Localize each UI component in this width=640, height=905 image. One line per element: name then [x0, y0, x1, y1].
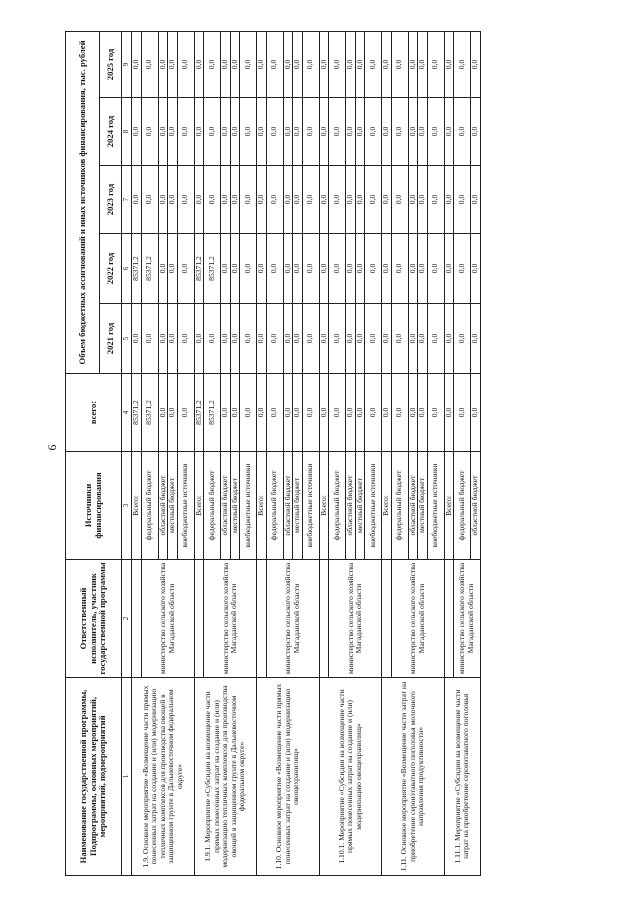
year-value: 0,0 [319, 304, 329, 374]
year-value: 0,0 [329, 98, 346, 166]
year-value: 0,0 [427, 304, 444, 374]
year-value: 0,0 [444, 234, 454, 304]
year-value: 0,0 [230, 98, 240, 166]
year-value: 85371,2 [132, 234, 142, 304]
year-value: 0,0 [221, 166, 231, 234]
year-value: 0,0 [266, 98, 283, 166]
total-value: 0,0 [266, 374, 283, 452]
executor-cell: министерство сельского хозяйства Магаданской области [141, 560, 194, 678]
year-value: 0,0 [418, 304, 428, 374]
year-value: 0,0 [365, 234, 382, 304]
rotated-budget-table [65, 32, 605, 876]
year-value: 0,0 [158, 31, 168, 97]
year-value: 0,0 [194, 166, 204, 234]
year-value: 0,0 [302, 98, 319, 166]
column-number: 3 [122, 452, 132, 560]
total-value: 85371,2 [194, 374, 204, 452]
activity-name: 1.9. Основное мероприятие «Возмещение части прямых понесенных затрат на создание и (или) модернизацию тепличных комплексов для производства овощей в защищенном грунте в Дальневосточном федеральном округе» [132, 678, 195, 876]
year-value: 0,0 [158, 98, 168, 166]
funding-source: федеральный бюджет [141, 452, 158, 560]
year-value: 0,0 [329, 31, 346, 97]
year-value: 0,0 [221, 31, 231, 97]
year-value: 0,0 [355, 234, 365, 304]
total-value: 0,0 [382, 374, 392, 452]
year-value: 0,0 [230, 234, 240, 304]
funding-source: Всего: [194, 452, 204, 560]
year-value: 0,0 [346, 31, 356, 97]
total-value: 0,0 [418, 374, 428, 452]
year-value: 0,0 [283, 166, 293, 234]
funding-source: Всего: [132, 452, 142, 560]
funding-source: местный бюджет [355, 452, 365, 560]
year-value: 0,0 [454, 98, 471, 166]
funding-source: местный бюджет [293, 452, 303, 560]
table-body [132, 31, 481, 875]
year-value: 0,0 [158, 304, 168, 374]
year-value: 0,0 [194, 304, 204, 374]
activity-name: 1.10.1. Мероприятие «Субсидии на возмещение части прямых понесенных затрат на создание и (или) модернизацию овощехранилищ» [319, 678, 382, 876]
funding-source: Всего: [444, 452, 454, 560]
year-value: 0,0 [382, 234, 392, 304]
total-value: 0,0 [454, 374, 471, 452]
funding-source: областной бюджет [158, 452, 168, 560]
year-value: 0,0 [408, 166, 418, 234]
column-number: 7 [122, 166, 132, 234]
header-funding-group: Объем бюджетных ассигнований и иных источников финансирования, тыс. рублей [66, 31, 100, 373]
funding-source: внебюджетные источники [365, 452, 382, 560]
year-value: 0,0 [177, 234, 194, 304]
table-row [132, 31, 142, 875]
year-value: 0,0 [444, 31, 454, 97]
year-value: 0,0 [382, 304, 392, 374]
funding-source: областной бюджет [408, 452, 418, 560]
funding-source: Всего: [319, 452, 329, 560]
column-number: 5 [122, 304, 132, 374]
year-value: 0,0 [444, 98, 454, 166]
year-value: 0,0 [302, 31, 319, 97]
budget-table [65, 31, 481, 876]
year-value: 0,0 [454, 304, 471, 374]
total-value: 0,0 [257, 374, 267, 452]
funding-source: федеральный бюджет [204, 452, 221, 560]
year-value: 0,0 [365, 98, 382, 166]
total-value: 0,0 [355, 374, 365, 452]
year-value: 0,0 [382, 166, 392, 234]
executor-cell: министерство сельского хозяйства Магаданской области [391, 560, 444, 678]
year-value: 0,0 [471, 304, 481, 374]
activity-name: 1.9.1. Мероприятие «Субсидии на возмещение части прямых понесенных затрат на создание и (или) модернизацию тепличных комплексов для производства овощей в защищенном грунте в Дальневосточном федеральном округе» [194, 678, 257, 876]
year-value: 0,0 [240, 234, 257, 304]
funding-source: местный бюджет [230, 452, 240, 560]
year-value: 0,0 [221, 304, 231, 374]
year-value: 0,0 [194, 31, 204, 97]
year-value: 0,0 [454, 234, 471, 304]
year-value: 0,0 [257, 31, 267, 97]
total-value: 0,0 [230, 374, 240, 452]
year-value: 0,0 [141, 304, 158, 374]
total-value: 0,0 [427, 374, 444, 452]
year-value: 0,0 [257, 234, 267, 304]
executor-blank-cell [382, 560, 392, 678]
activity-name: 1.10. Основное мероприятие «Возмещение части прямых понесенных затрат на создание и (или) модернизацию овощехранилищ» [257, 678, 320, 876]
year-value: 0,0 [132, 166, 142, 234]
year-value: 0,0 [319, 98, 329, 166]
funding-source: областной бюджет [471, 452, 481, 560]
year-value: 0,0 [141, 98, 158, 166]
total-value: 0,0 [346, 374, 356, 452]
year-value: 0,0 [177, 166, 194, 234]
year-value: 0,0 [266, 166, 283, 234]
funding-source: Всего: [257, 452, 267, 560]
header-executor: Ответственный исполнитель, участник государственной программы [66, 560, 122, 678]
year-value: 0,0 [204, 31, 221, 97]
total-value: 0,0 [158, 374, 168, 452]
executor-cell: министерство сельского хозяйства Магаданской области [454, 560, 481, 678]
year-value: 0,0 [293, 31, 303, 97]
year-value: 0,0 [168, 98, 178, 166]
executor-blank-cell [319, 560, 329, 678]
table-row [319, 31, 329, 875]
executor-cell: министерство сельского хозяйства Магаданской области [204, 560, 257, 678]
year-value: 0,0 [266, 234, 283, 304]
year-value: 0,0 [257, 304, 267, 374]
year-value: 0,0 [240, 166, 257, 234]
executor-cell: министерство сельского хозяйства Магаданской области [329, 560, 382, 678]
total-value: 0,0 [471, 374, 481, 452]
year-value: 0,0 [444, 166, 454, 234]
year-value: 0,0 [427, 234, 444, 304]
year-value: 0,0 [408, 98, 418, 166]
column-number: 6 [122, 234, 132, 304]
year-value: 0,0 [302, 304, 319, 374]
column-number: 8 [122, 98, 132, 166]
year-value: 0,0 [283, 304, 293, 374]
year-value: 0,0 [293, 304, 303, 374]
year-value: 0,0 [240, 98, 257, 166]
year-value: 0,0 [329, 234, 346, 304]
year-value: 0,0 [355, 166, 365, 234]
year-value: 0,0 [444, 304, 454, 374]
funding-source: Всего: [382, 452, 392, 560]
executor-cell: министерство сельского хозяйства Магаданской области [266, 560, 319, 678]
year-value: 0,0 [418, 166, 428, 234]
header-name: Наименование государственной программы, Подпрограммы, основных мероприятий, мероприятий, подмероприятий [66, 678, 122, 876]
year-value: 0,0 [194, 98, 204, 166]
year-value: 85371,2 [194, 234, 204, 304]
header-total: всего: [66, 374, 122, 452]
year-value: 0,0 [293, 166, 303, 234]
year-value: 0,0 [177, 98, 194, 166]
funding-source: областной бюджет [221, 452, 231, 560]
column-number: 4 [122, 374, 132, 452]
total-value: 0,0 [240, 374, 257, 452]
year-value: 0,0 [346, 304, 356, 374]
year-value: 0,0 [391, 304, 408, 374]
year-value: 0,0 [471, 98, 481, 166]
funding-source: внебюджетные источники [302, 452, 319, 560]
table-row [444, 31, 454, 875]
year-value: 0,0 [240, 31, 257, 97]
total-value: 0,0 [444, 374, 454, 452]
column-number-row [122, 31, 132, 875]
year-value: 0,0 [355, 304, 365, 374]
funding-source: федеральный бюджет [329, 452, 346, 560]
year-value: 0,0 [346, 98, 356, 166]
total-value: 85371,2 [141, 374, 158, 452]
year-value: 0,0 [302, 166, 319, 234]
year-value: 0,0 [319, 234, 329, 304]
total-value: 0,0 [329, 374, 346, 452]
year-value: 0,0 [329, 304, 346, 374]
year-value: 0,0 [391, 166, 408, 234]
year-value: 0,0 [230, 31, 240, 97]
total-value: 0,0 [177, 374, 194, 452]
year-value: 0,0 [158, 234, 168, 304]
total-value: 0,0 [221, 374, 231, 452]
year-value: 0,0 [257, 98, 267, 166]
year-value: 0,0 [132, 31, 142, 97]
year-value: 0,0 [283, 98, 293, 166]
year-value: 0,0 [221, 234, 231, 304]
total-value: 0,0 [302, 374, 319, 452]
column-number: 9 [122, 31, 132, 97]
year-value: 0,0 [204, 304, 221, 374]
year-value: 0,0 [168, 234, 178, 304]
year-value: 0,0 [408, 304, 418, 374]
year-value: 0,0 [168, 166, 178, 234]
year-value: 0,0 [329, 166, 346, 234]
year-value: 0,0 [319, 31, 329, 97]
funding-source: федеральный бюджет [454, 452, 471, 560]
funding-source: федеральный бюджет [391, 452, 408, 560]
year-value: 0,0 [346, 166, 356, 234]
year-value: 0,0 [365, 31, 382, 97]
header-year: 2022 год [100, 234, 122, 304]
total-value: 0,0 [293, 374, 303, 452]
total-value: 85371,2 [204, 374, 221, 452]
year-value: 0,0 [283, 234, 293, 304]
year-value: 0,0 [283, 31, 293, 97]
year-value: 0,0 [355, 98, 365, 166]
year-value: 0,0 [408, 31, 418, 97]
activity-name: 1.11. Основное мероприятие «Возмещение части затрат на приобретение сероиэтаватного поголовья молочного направления продуктивности» [382, 678, 445, 876]
header-year: 2024 год [100, 98, 122, 166]
year-value: 0,0 [257, 166, 267, 234]
total-value: 0,0 [319, 374, 329, 452]
year-value: 0,0 [168, 304, 178, 374]
total-value: 85371,2 [132, 374, 142, 452]
executor-blank-cell [132, 560, 142, 678]
year-value: 85371,2 [204, 234, 221, 304]
year-value: 0,0 [177, 304, 194, 374]
year-value: 0,0 [382, 31, 392, 97]
year-value: 0,0 [408, 234, 418, 304]
executor-blank-cell [257, 560, 267, 678]
column-number: 2 [122, 560, 132, 678]
year-value: 0,0 [391, 31, 408, 97]
year-value: 0,0 [221, 98, 231, 166]
year-value: 0,0 [141, 31, 158, 97]
header-year: 2021 год [100, 304, 122, 374]
year-value: 0,0 [266, 31, 283, 97]
funding-source: местный бюджет [418, 452, 428, 560]
year-value: 85371,2 [141, 234, 158, 304]
year-value: 0,0 [230, 304, 240, 374]
funding-source: областной бюджет [346, 452, 356, 560]
year-value: 0,0 [355, 31, 365, 97]
year-value: 0,0 [141, 166, 158, 234]
year-value: 0,0 [418, 98, 428, 166]
year-value: 0,0 [471, 234, 481, 304]
table-row [194, 31, 204, 875]
year-value: 0,0 [132, 98, 142, 166]
year-value: 0,0 [471, 166, 481, 234]
page-number: 9 [45, 444, 60, 451]
year-value: 0,0 [319, 166, 329, 234]
year-value: 0,0 [293, 234, 303, 304]
year-value: 0,0 [382, 98, 392, 166]
header-year: 2023 год [100, 166, 122, 234]
year-value: 0,0 [240, 304, 257, 374]
year-value: 0,0 [132, 304, 142, 374]
activity-name: 1.11.1. Мероприятие «Субсидии на возмещение части затрат на приобретение сероиэтаватного поголовья [444, 678, 480, 876]
year-value: 0,0 [158, 166, 168, 234]
year-value: 0,0 [454, 166, 471, 234]
year-value: 0,0 [302, 234, 319, 304]
total-value: 0,0 [365, 374, 382, 452]
year-value: 0,0 [204, 166, 221, 234]
funding-source: местный бюджет [168, 452, 178, 560]
year-value: 0,0 [391, 98, 408, 166]
year-value: 0,0 [230, 166, 240, 234]
year-value: 0,0 [418, 31, 428, 97]
year-value: 0,0 [427, 31, 444, 97]
funding-source: внебюджетные источники [177, 452, 194, 560]
total-value: 0,0 [168, 374, 178, 452]
table-row [382, 31, 392, 875]
year-value: 0,0 [418, 234, 428, 304]
year-value: 0,0 [365, 166, 382, 234]
executor-blank-cell [444, 560, 454, 678]
column-number: 1 [122, 678, 132, 876]
year-value: 0,0 [427, 98, 444, 166]
year-value: 0,0 [365, 304, 382, 374]
year-value: 0,0 [266, 304, 283, 374]
year-value: 0,0 [454, 31, 471, 97]
total-value: 0,0 [391, 374, 408, 452]
year-value: 0,0 [168, 31, 178, 97]
year-value: 0,0 [204, 98, 221, 166]
funding-source: федеральный бюджет [266, 452, 283, 560]
table-row [257, 31, 267, 875]
year-value: 0,0 [391, 234, 408, 304]
year-value: 0,0 [427, 166, 444, 234]
funding-source: внебюджетные источники [240, 452, 257, 560]
year-value: 0,0 [471, 31, 481, 97]
year-value: 0,0 [177, 31, 194, 97]
year-value: 0,0 [293, 98, 303, 166]
header-source: Источники финансирования [66, 452, 122, 560]
funding-source: областной бюджет [283, 452, 293, 560]
year-value: 0,0 [346, 234, 356, 304]
total-value: 0,0 [408, 374, 418, 452]
executor-blank-cell [194, 560, 204, 678]
header-year: 2025 год [100, 31, 122, 97]
total-value: 0,0 [283, 374, 293, 452]
funding-source: внебюджетные источники [427, 452, 444, 560]
